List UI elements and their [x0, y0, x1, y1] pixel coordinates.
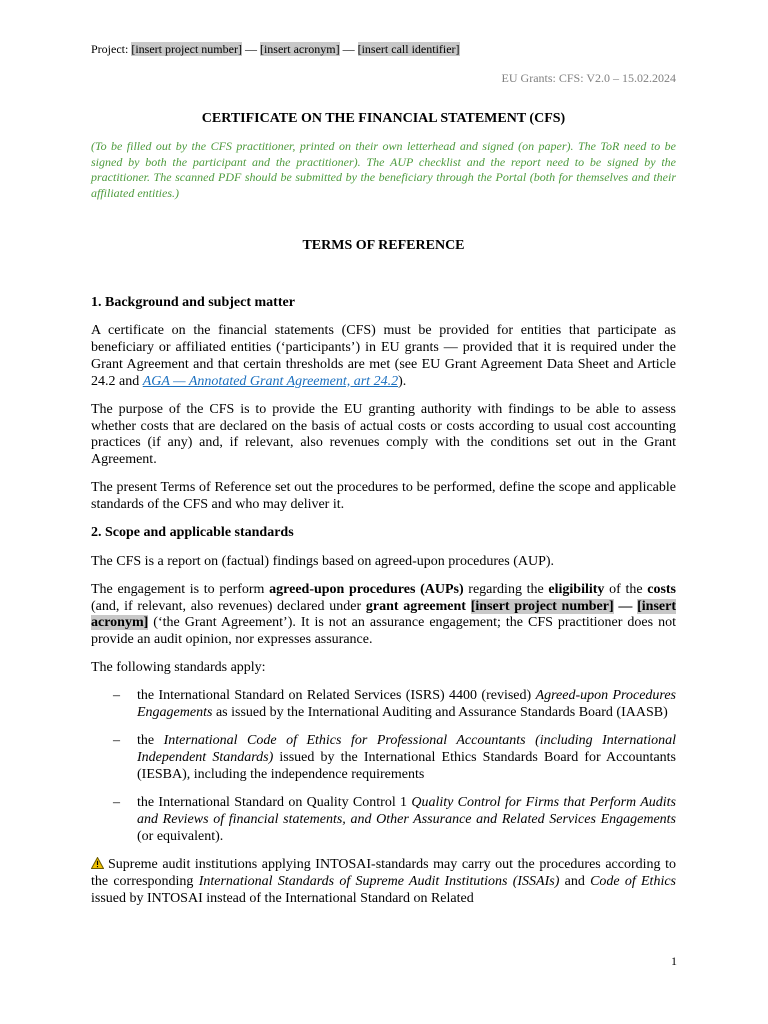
acronym-placeholder: [insert acronym] — [91, 598, 677, 631]
text: the — [137, 733, 164, 749]
version-label: EU Grants: CFS: V2.0 – 15.02.2024 — [501, 71, 676, 85]
text: issued by the International Ethics Standards Board for Accountants (IESBA), including the independence requirements — [137, 750, 676, 783]
list-dash: – — [113, 733, 120, 749]
text: Supreme audit institutions applying INTOSAI-standards may carry out the procedures according to the corresponding — [91, 857, 676, 889]
project-line — [91, 42, 460, 57]
call-identifier-placeholder: [insert call identifier] — [357, 42, 460, 56]
text: of the — [604, 581, 648, 597]
bold-text: — — [613, 598, 638, 614]
page-number: 1 — [671, 954, 677, 968]
terms-of-reference-heading: TERMS OF REFERENCE — [302, 238, 465, 253]
text: as issued by the International Auditing and Assurance Standards Board (IAASB) — [212, 705, 668, 721]
paragraph-text: ). — [398, 373, 407, 389]
separator: — — [339, 42, 358, 56]
text: The engagement is to perform — [91, 581, 270, 597]
paragraph: The CFS is a report on (factual) findings based on agreed-upon procedures (AUP). — [91, 553, 555, 569]
bold-text: agreed-upon procedures (AUPs) — [269, 581, 464, 597]
paragraph — [91, 582, 676, 649]
document-title: CERTIFICATE ON THE FINANCIAL STATEMENT (CFS) — [201, 111, 566, 126]
instructions-note: (To be filled out by the CFS practitioner, printed on their own letterhead and signed (on paper). The ToR need to be signed by both the participant and the practitioner). The AUP checklist and the report need to be signed by the practitioner. The scanned PDF should be submitted by the beneficiary through the Portal (both for themselves and their affiliated entities.) — [91, 139, 676, 200]
project-number-placeholder: [insert project number] — [131, 42, 242, 56]
italic-text: International Standards of Supreme Audit Institutions (ISSAIs) — [198, 873, 560, 889]
acronym-placeholder: [insert acronym] — [259, 42, 340, 56]
list-item — [91, 688, 676, 722]
paragraph: The present Terms of Reference set out the procedures to be performed, define the scope and applicable standards of the CFS and who may deliver it. — [91, 480, 676, 513]
separator: — — [241, 42, 260, 56]
section-2-heading: 2. Scope and applicable standards — [91, 525, 294, 541]
bold-text: costs — [647, 581, 677, 597]
paragraph-text: A certificate on the financial statements (CFS) must be provided for entities that participate as beneficiary or affiliated entities (‘participants’) in EU grants — provided that it is required under the Grant Agreement and that certain thresholds are met (see EU Grant Agreement Data Sheet and Article 24.2 and — [91, 323, 676, 389]
list-item — [91, 795, 676, 845]
bold-text: eligibility — [548, 581, 605, 597]
text: regarding the — [463, 581, 549, 597]
text: (and, if relevant, also revenues) declared under — [91, 598, 366, 614]
text: and — [559, 873, 591, 889]
document-body — [91, 295, 676, 919]
italic-text: Agreed-upon Procedures Engagements — [137, 688, 677, 721]
project-number-placeholder: [insert project number] — [470, 598, 614, 614]
warning-icon — [91, 857, 104, 869]
text: issued by INTOSAI instead of the International Standard on Related — [91, 890, 474, 906]
text: the International Standard on Quality Control 1 — [137, 795, 412, 811]
paragraph: The following standards apply: — [91, 660, 266, 676]
warning-note — [91, 857, 676, 907]
italic-text: Code of Ethics — [590, 873, 676, 889]
italic-text: International Code of Ethics for Professional Accountants (including International Independent Standards) — [137, 733, 677, 766]
project-label: Project: — [91, 42, 132, 56]
list-dash: – — [113, 688, 120, 704]
italic-text: Quality Control for Firms that Perform Audits and Reviews of financial statements, and Other Assurance and Related Services Engagements — [137, 795, 676, 828]
text: (‘the Grant Agreement’). It is not an assurance engagement; the CFS practitioner does not provide an audit opinion, nor expresses assurance. — [91, 615, 676, 648]
bold-text: grant agreement — [365, 598, 471, 614]
aga-link[interactable]: AGA — Annotated Grant Agreement, art 24.2 — [142, 373, 399, 389]
section-1-heading: 1. Background and subject matter — [91, 295, 295, 310]
text: (or equivalent). — [137, 828, 224, 844]
list-dash: – — [113, 795, 120, 811]
paragraph — [91, 323, 676, 390]
list-item — [91, 733, 676, 783]
text: the International Standard on Related Services (ISRS) 4400 (revised) — [137, 688, 536, 704]
paragraph: The purpose of the CFS is to provide the EU granting authority with findings to be able to assess whether costs that are declared on the basis of actual costs or costs according to usual cost accounting practices (if any) and, if relevant, also revenues comply with the conditions set out in the Grant Agreement. — [91, 401, 676, 468]
